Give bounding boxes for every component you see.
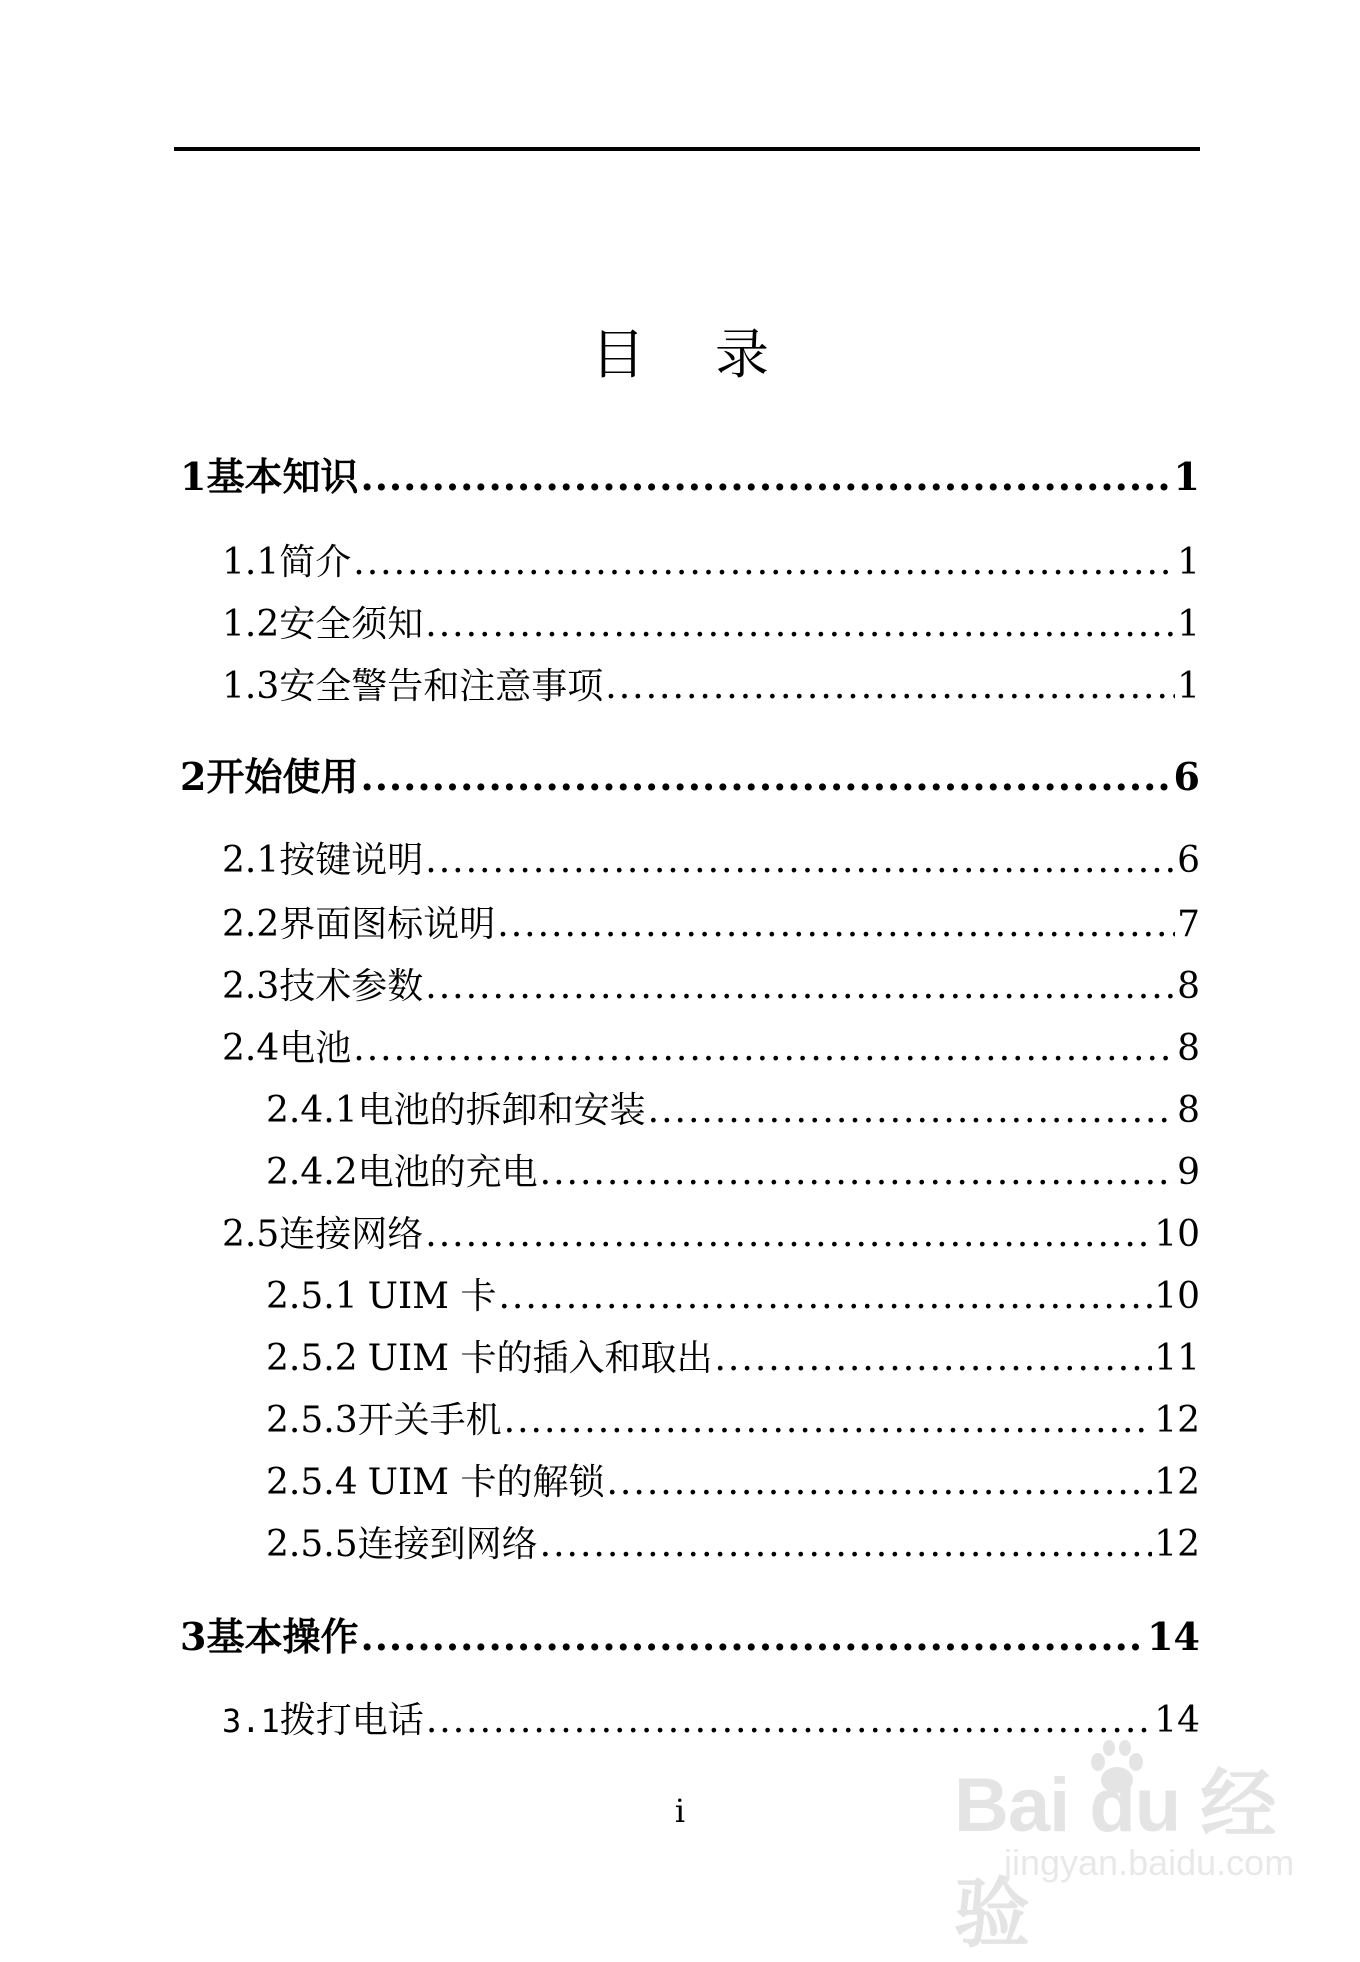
- toc-page: 12: [1154, 1524, 1200, 1565]
- toc-leader: [714, 1338, 1152, 1379]
- toc-label: 电池的充电: [357, 1152, 538, 1193]
- toc-page: 6: [1177, 840, 1200, 881]
- toc-entry-3[interactable]: [180, 1606, 1200, 1661]
- toc-number: 2.2: [222, 904, 280, 945]
- toc-entry-1-3[interactable]: [222, 658, 1200, 709]
- toc-label: 简介: [279, 542, 352, 583]
- toc-label: UIM 卡: [367, 1276, 497, 1317]
- toc-number: 2.5.2: [266, 1338, 358, 1379]
- toc-number: 1: [180, 454, 207, 499]
- watermark-url: jingyan.baidu.com: [1004, 1842, 1295, 1883]
- toc-number: 2.4.1: [266, 1090, 358, 1131]
- toc-entry-2-2[interactable]: [222, 896, 1200, 947]
- toc-entry-2-5-2[interactable]: [266, 1330, 1200, 1381]
- toc-leader: [360, 754, 1171, 799]
- toc-number: 3.1: [222, 1702, 280, 1740]
- toc-page: 1: [1177, 604, 1200, 645]
- toc-page: 10: [1154, 1276, 1200, 1317]
- toc-leader: [606, 1462, 1152, 1503]
- toc-number: 1.2: [222, 604, 280, 645]
- toc-page: 12: [1154, 1400, 1200, 1441]
- toc-page: 12: [1154, 1462, 1200, 1503]
- toc-label: 拨打电话: [279, 1700, 424, 1741]
- toc-page: 9: [1177, 1152, 1200, 1193]
- toc-page: 1: [1177, 666, 1200, 707]
- toc-entry-1-2[interactable]: [222, 596, 1200, 647]
- page-title: [0, 312, 1360, 389]
- toc-number: 2.5.4: [266, 1462, 358, 1503]
- toc-label: 界面图标说明: [279, 904, 496, 945]
- toc-leader: [540, 1152, 1175, 1193]
- watermark-logo: Bai du 经验: [954, 1763, 1276, 1957]
- toc-leader: [425, 1214, 1152, 1255]
- toc-label: 安全警告和注意事项: [279, 666, 604, 707]
- toc-label: 基本知识: [206, 454, 359, 499]
- page-number: i: [674, 1792, 686, 1830]
- toc-entry-2-5-5[interactable]: [266, 1516, 1200, 1567]
- toc-entry-2-5-1[interactable]: [266, 1268, 1200, 1319]
- toc-entry-3-1[interactable]: [222, 1692, 1200, 1743]
- toc-label: 电池的拆卸和安装: [357, 1090, 646, 1131]
- toc-label: 基本操作: [206, 1614, 359, 1659]
- baidu-watermark: [954, 1744, 1295, 1957]
- toc-leader: [498, 1276, 1152, 1317]
- toc-label: 开关手机: [357, 1400, 502, 1441]
- toc-entry-2-1[interactable]: [222, 832, 1200, 883]
- toc-entry-2-5-3[interactable]: [266, 1392, 1200, 1443]
- toc-leader: [425, 966, 1175, 1007]
- toc-number: 2.5: [222, 1214, 280, 1255]
- toc-leader: [360, 454, 1171, 499]
- toc-leader: [504, 1400, 1153, 1441]
- toc-page: 14: [1147, 1614, 1200, 1659]
- toc-leader: [353, 1028, 1175, 1069]
- toc-label: UIM 卡的解锁: [367, 1462, 605, 1503]
- toc-page: 8: [1177, 1090, 1200, 1131]
- toc-label: 连接网络: [279, 1214, 424, 1255]
- toc-entry-1[interactable]: [180, 446, 1200, 501]
- toc-label: 安全须知: [279, 604, 424, 645]
- toc-number: 2.5.1: [266, 1276, 358, 1317]
- toc-entry-1-1[interactable]: [222, 534, 1200, 585]
- toc-number: 2.5.3: [266, 1400, 358, 1441]
- toc-leader: [648, 1090, 1175, 1131]
- toc-leader: [426, 1700, 1152, 1741]
- toc-number: 2.1: [222, 840, 280, 881]
- toc-page: 8: [1177, 966, 1200, 1007]
- toc-leader: [540, 1524, 1153, 1565]
- title-char-1: 目: [591, 323, 645, 386]
- title-char-2: 录: [715, 323, 769, 386]
- toc-page: 11: [1154, 1338, 1200, 1379]
- toc-leader: [360, 1614, 1145, 1659]
- toc-number: 1.1: [222, 542, 280, 583]
- toc-leader: [353, 542, 1175, 583]
- toc-number: 3: [180, 1614, 207, 1659]
- toc-label: 技术参数: [279, 966, 424, 1007]
- toc-entry-2-4[interactable]: [222, 1020, 1200, 1071]
- toc-page: 14: [1154, 1700, 1200, 1741]
- toc-page: 8: [1177, 1028, 1200, 1069]
- toc-label: 按键说明: [279, 840, 424, 881]
- toc-label: 连接到网络: [357, 1524, 538, 1565]
- toc-entry-2-5[interactable]: [222, 1206, 1200, 1257]
- toc-page: 1: [1173, 454, 1200, 499]
- toc-number: 2.4.2: [266, 1152, 358, 1193]
- toc-page: 10: [1154, 1214, 1200, 1255]
- toc-leader: [605, 666, 1175, 707]
- toc-leader: [425, 604, 1175, 645]
- toc-number: 2.4: [222, 1028, 280, 1069]
- toc-entry-2[interactable]: [180, 746, 1200, 801]
- toc-label: UIM 卡的插入和取出: [367, 1338, 713, 1379]
- toc-entry-2-3[interactable]: [222, 958, 1200, 1009]
- toc-number: 2.5.5: [266, 1524, 358, 1565]
- toc-label: 电池: [279, 1028, 352, 1069]
- toc-entry-2-4-1[interactable]: [266, 1082, 1200, 1133]
- header-rule: [174, 147, 1200, 151]
- toc-entry-2-4-2[interactable]: [266, 1144, 1200, 1195]
- toc-label: 开始使用: [206, 754, 359, 799]
- toc-page: 7: [1177, 904, 1200, 945]
- toc-leader: [497, 904, 1175, 945]
- toc-number: 2: [180, 754, 207, 799]
- toc-leader: [425, 840, 1175, 881]
- toc-page: 6: [1173, 754, 1200, 799]
- toc-entry-2-5-4[interactable]: [266, 1454, 1200, 1505]
- toc-page: 1: [1177, 542, 1200, 583]
- toc-number: 2.3: [222, 966, 280, 1007]
- toc-number: 1.3: [222, 666, 280, 707]
